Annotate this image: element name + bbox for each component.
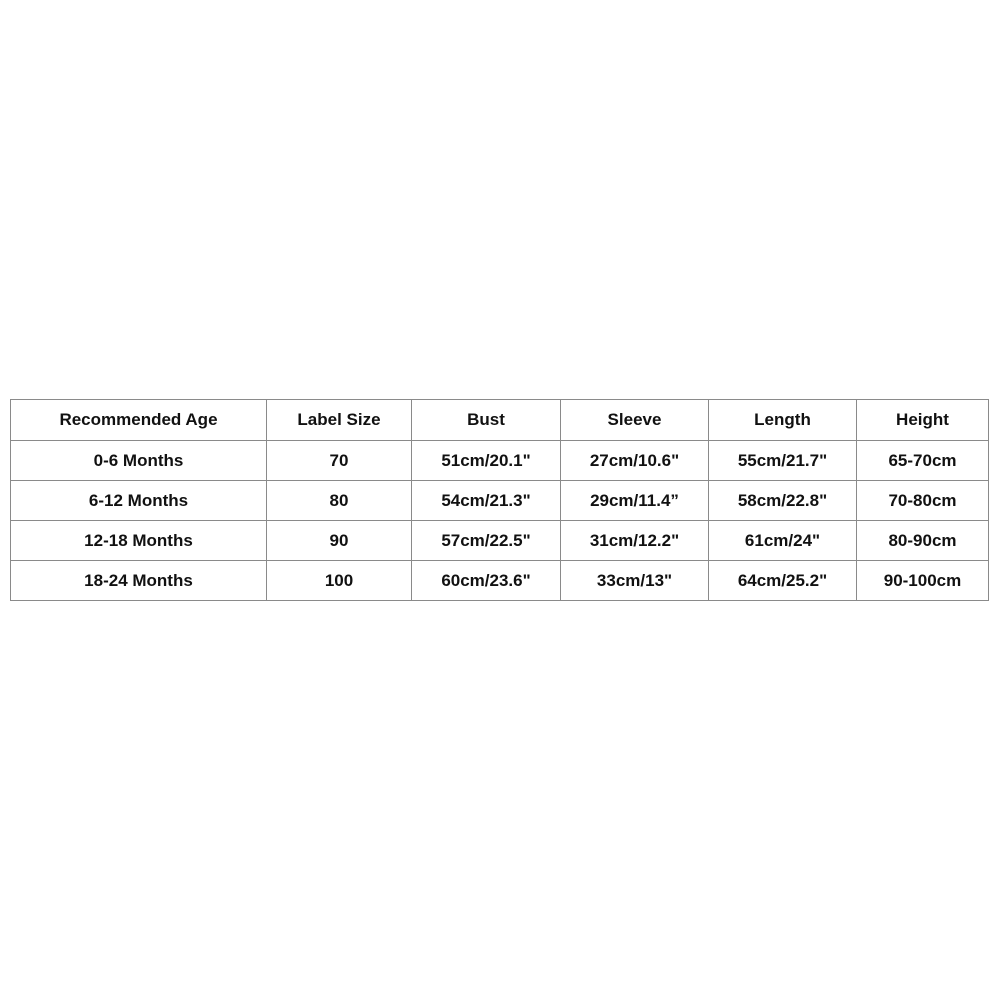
header-height: Height xyxy=(857,400,989,441)
size-chart-table xyxy=(10,399,989,601)
table-header-row xyxy=(11,400,989,441)
cell-label-size: 80 xyxy=(267,481,412,521)
header-bust: Bust xyxy=(412,400,561,441)
cell-length: 55cm/21.7" xyxy=(709,441,857,481)
cell-sleeve: 33cm/13" xyxy=(561,561,709,601)
cell-height: 90-100cm xyxy=(857,561,989,601)
cell-recommended-age: 6-12 Months xyxy=(11,481,267,521)
cell-sleeve: 31cm/12.2" xyxy=(561,521,709,561)
cell-sleeve: 27cm/10.6" xyxy=(561,441,709,481)
cell-recommended-age: 0-6 Months xyxy=(11,441,267,481)
cell-sleeve: 29cm/11.4” xyxy=(561,481,709,521)
cell-recommended-age: 18-24 Months xyxy=(11,561,267,601)
cell-bust: 60cm/23.6" xyxy=(412,561,561,601)
cell-label-size: 100 xyxy=(267,561,412,601)
cell-length: 61cm/24" xyxy=(709,521,857,561)
cell-label-size: 90 xyxy=(267,521,412,561)
cell-recommended-age: 12-18 Months xyxy=(11,521,267,561)
cell-bust: 54cm/21.3" xyxy=(412,481,561,521)
cell-length: 58cm/22.8" xyxy=(709,481,857,521)
cell-length: 64cm/25.2" xyxy=(709,561,857,601)
cell-label-size: 70 xyxy=(267,441,412,481)
table-row xyxy=(11,561,989,601)
cell-height: 65-70cm xyxy=(857,441,989,481)
table-row xyxy=(11,521,989,561)
header-label-size: Label Size xyxy=(267,400,412,441)
table-row xyxy=(11,481,989,521)
cell-bust: 57cm/22.5" xyxy=(412,521,561,561)
header-recommended-age: Recommended Age xyxy=(11,400,267,441)
table-row xyxy=(11,441,989,481)
cell-bust: 51cm/20.1" xyxy=(412,441,561,481)
cell-height: 70-80cm xyxy=(857,481,989,521)
cell-height: 80-90cm xyxy=(857,521,989,561)
header-sleeve: Sleeve xyxy=(561,400,709,441)
header-length: Length xyxy=(709,400,857,441)
